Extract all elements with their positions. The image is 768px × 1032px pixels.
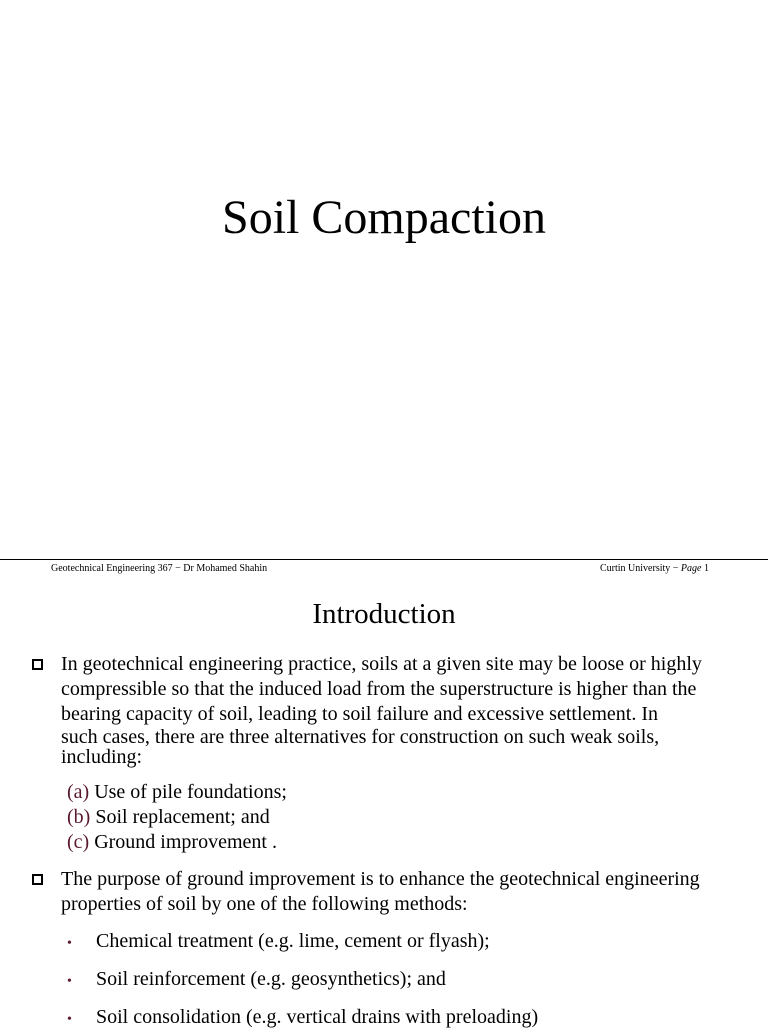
purpose-paragraph (61, 867, 751, 917)
method-text: Soil consolidation (e.g. vertical drains with preloading) (96, 1006, 539, 1028)
alternatives-list (67, 780, 287, 855)
list-item-letter: (c) (67, 831, 90, 853)
method-item (67, 1005, 538, 1032)
paragraph-line: compressible so that the induced load from the superstructure is higher than the (61, 678, 697, 700)
paragraph-line: In geotechnical engineering practice, soils at a given site may be loose or highly (61, 653, 702, 675)
list-item-text: Soil replacement; and (95, 806, 270, 828)
paragraph-line: The purpose of ground improvement is to enhance the geotechnical engineering (61, 868, 700, 890)
footer-page-word: Page (680, 563, 702, 574)
checkbox-bullet-icon (32, 659, 43, 670)
footer-course: Geotechnical Engineering 367 − Dr Mohamed Shahin (51, 563, 268, 574)
bullet-icon: • (67, 1012, 72, 1027)
bullet-icon: • (67, 974, 72, 989)
method-item (67, 929, 490, 956)
list-item-text: Ground improvement . (94, 831, 277, 853)
bullet-icon: • (67, 936, 72, 951)
paragraph-line: properties of soil by one of the following methods: (61, 893, 468, 915)
method-item (67, 967, 446, 994)
method-text: Chemical treatment (e.g. lime, cement or flyash); (96, 930, 490, 952)
paragraph-line: including: (61, 746, 143, 768)
footer-university: Curtin University − (600, 563, 681, 574)
list-item (67, 780, 287, 805)
section-title: Introduction (312, 598, 456, 630)
list-item-text: Use of pile foundations; (94, 781, 287, 803)
list-item (67, 805, 287, 830)
footer-page-info (600, 563, 709, 575)
footer-page-number: 1 (703, 563, 709, 574)
list-item-letter: (a) (67, 781, 90, 803)
slide-title: Soil Compaction (222, 191, 546, 244)
method-text: Soil reinforcement (e.g. geosynthetics); and (96, 968, 446, 990)
checkbox-bullet-icon (32, 874, 43, 885)
list-item-letter: (b) (67, 806, 91, 828)
paragraph-line: such cases, there are three alternatives for construction on such weak soils, (61, 726, 660, 748)
intro-paragraph (61, 652, 751, 767)
page-divider (0, 559, 768, 560)
list-item (67, 830, 287, 855)
paragraph-line: bearing capacity of soil, leading to soil failure and excessive settlement. In (61, 703, 659, 725)
